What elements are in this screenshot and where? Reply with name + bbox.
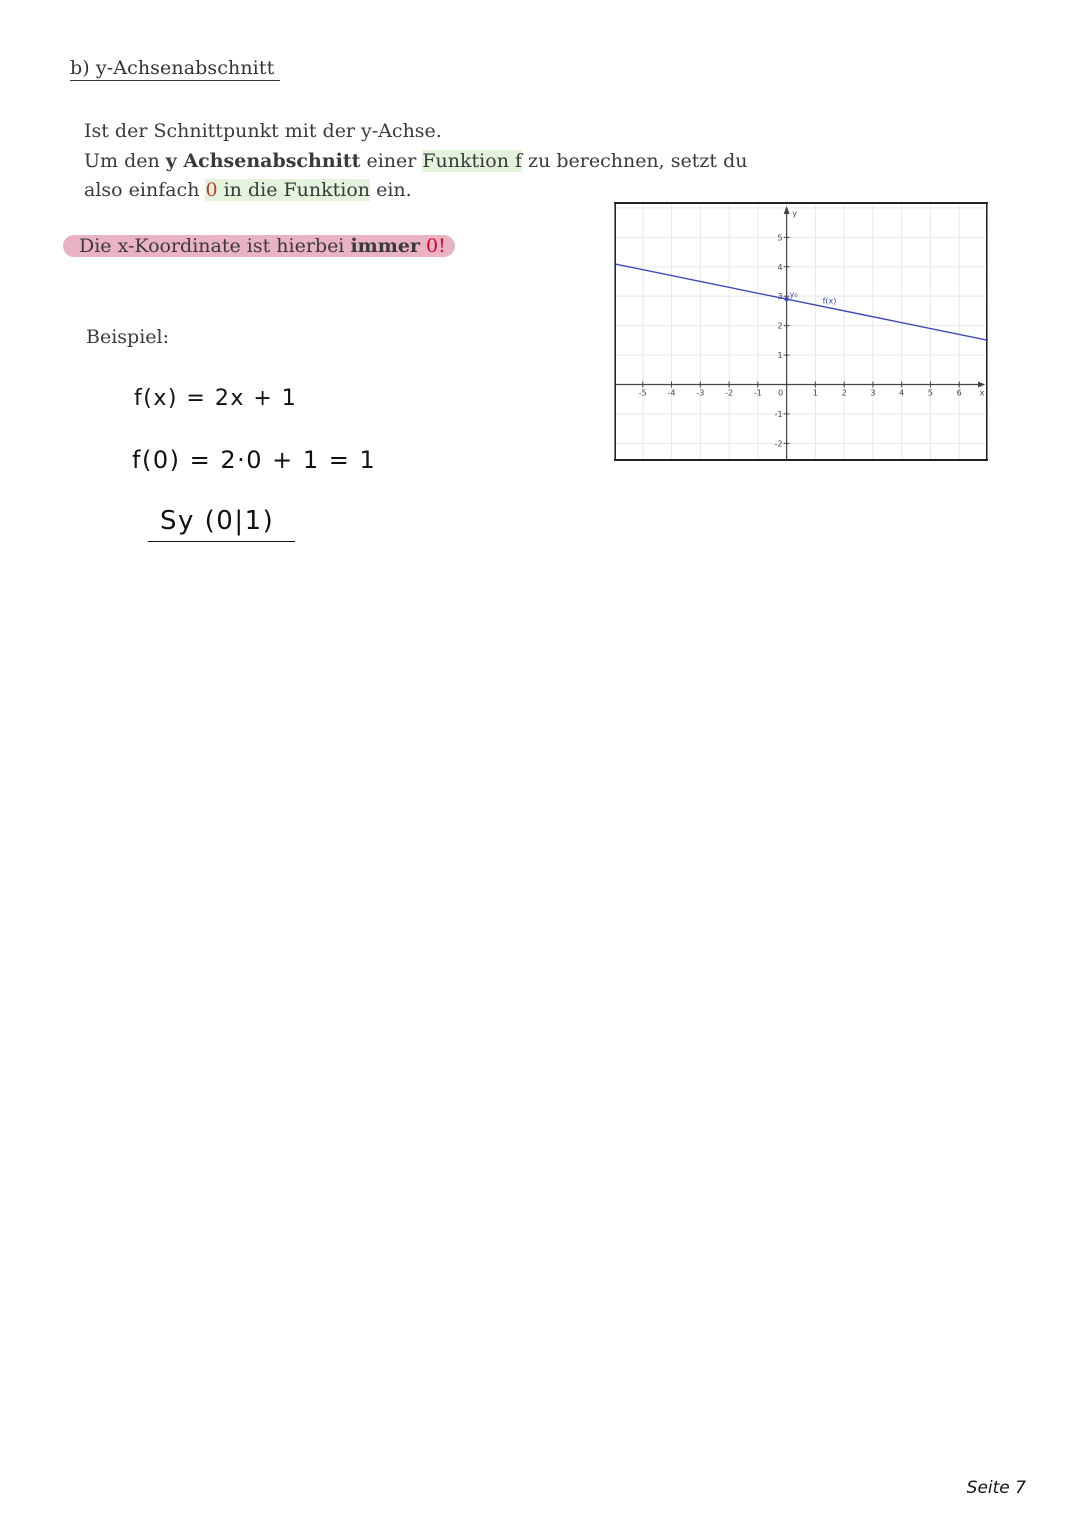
- function-graph: [614, 202, 988, 461]
- x-tick-label: -2: [725, 388, 734, 398]
- x-tick-label: 4: [899, 388, 905, 398]
- y-tick-label: -1: [774, 409, 783, 419]
- x-axis-label: x: [979, 388, 985, 398]
- y-tick-label: 4: [777, 262, 783, 272]
- x-tick-label: -1: [753, 388, 762, 398]
- x-tick-label: 0: [778, 388, 784, 398]
- note-a: Die x-Koordinate ist hierbei: [79, 235, 351, 257]
- intro-line-1: Ist der Schnittpunkt mit der y-Achse.: [84, 120, 442, 142]
- x-tick-label: -5: [638, 388, 647, 398]
- x-tick-label: 3: [870, 388, 876, 398]
- intro-line-2-e: zu berechnen, setzt du: [522, 149, 748, 172]
- intro-line-2-highlight: Funktion f: [422, 149, 523, 172]
- handwritten-calculation: f(0) = 2·0 + 1 = 1: [132, 446, 377, 474]
- y-tick-label: 5: [777, 233, 783, 243]
- intro-line-2: [84, 147, 784, 177]
- intro-line-3-zero: 0: [205, 179, 218, 201]
- intro-line-3-highlight: in die Funktion: [217, 179, 371, 201]
- series-label: f(x): [822, 296, 837, 306]
- note-red: 0!: [426, 235, 446, 257]
- intercept-point-label: y₀: [789, 290, 798, 300]
- intro-line-2-c: einer: [360, 149, 423, 172]
- intro-line-3-a: also einfach: [84, 179, 206, 201]
- highlighted-note: [63, 235, 455, 257]
- intro-text: [84, 117, 784, 206]
- x-tick-label: 5: [927, 388, 934, 398]
- y-tick-label: 3: [777, 292, 783, 302]
- y-axis-label: y: [792, 209, 797, 218]
- intro-line-2-bold: y Achsenabschnitt: [165, 149, 361, 172]
- x-tick-label: -4: [667, 388, 676, 398]
- note-bold: immer: [350, 235, 420, 257]
- handwritten-function: f(x) = 2x + 1: [134, 386, 298, 411]
- x-tick-label: -3: [696, 388, 705, 398]
- y-tick-label: -2: [774, 439, 783, 449]
- y-tick-label: 1: [777, 351, 783, 361]
- section-heading: b) y-Achsenabschnitt: [70, 57, 280, 81]
- intercept-point: [784, 297, 788, 301]
- x-tick-label: 1: [812, 388, 818, 398]
- intro-line-3-d: ein.: [370, 179, 412, 201]
- x-tick-label: 2: [841, 388, 847, 398]
- handwritten-intercept-point: Sy (0|1): [160, 506, 275, 536]
- handwritten-underline: [148, 541, 295, 542]
- x-tick-label: 6: [956, 388, 962, 398]
- example-label: Beispiel:: [86, 326, 169, 348]
- intro-line-2-a: Um den: [84, 149, 166, 172]
- page-number: Seite 7: [966, 1478, 1026, 1498]
- chart-frame: [615, 203, 987, 460]
- y-tick-label: 2: [777, 321, 783, 331]
